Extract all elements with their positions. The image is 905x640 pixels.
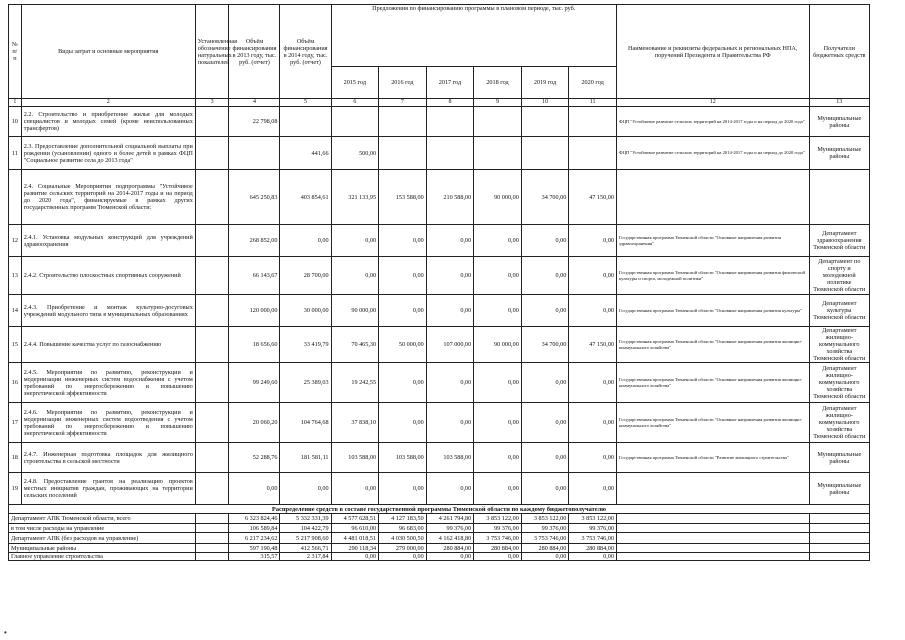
ustanov-cell <box>195 443 229 473</box>
ustanov-cell <box>195 533 229 544</box>
summary-value-y2018: 99 376,00 <box>474 524 522 533</box>
header-year: 2017 год <box>426 67 474 99</box>
value-y2016: 103 588,00 <box>379 443 427 473</box>
summary-value-v2013: 597 190,48 <box>229 544 280 553</box>
summary-value-y2020: 99 376,00 <box>569 524 617 533</box>
value-y2015: 0,00 <box>331 257 379 295</box>
summary-value-y2018: 3 853 122,00 <box>474 514 522 524</box>
summary-value-y2020: 280 884,00 <box>569 544 617 553</box>
recipient: Департамент жилищно-коммунального хозяйства Тюменской области <box>809 327 869 363</box>
summary-value-y2016: 4 030 500,50 <box>379 533 427 544</box>
row-number: 14 <box>9 295 22 327</box>
summary-name: Муниципальные районы <box>9 544 196 553</box>
value-y2018 <box>474 137 522 170</box>
ustanov-cell <box>195 107 229 137</box>
value-y2017 <box>426 137 474 170</box>
header-ustanov: Установленная обозначение натуральных показателей <box>195 5 229 99</box>
ustanov-cell <box>195 403 229 443</box>
table-row <box>9 363 870 403</box>
row-number: 18 <box>9 443 22 473</box>
npa-reference: ФЦП "Устойчивое развитие сельских территорий на 2014-2017 годы и на период до 2020 года" <box>616 107 809 137</box>
value-y2015: 321 133,95 <box>331 170 379 225</box>
npa-reference: Государственная программа Тюменской области "Основные направления развития жилищно-коммунального хозяйства" <box>616 363 809 403</box>
header-2014: Объём финансирования в 2014 году, тыс. руб. (отчет) <box>280 5 331 99</box>
ustanov-cell <box>195 257 229 295</box>
header-year: 2016 год <box>379 67 427 99</box>
value-v2014: 0,00 <box>280 225 331 257</box>
recipient: Департамент жилищно-коммунального хозяйства Тюменской области <box>809 363 869 403</box>
measure-name: 2.4.2. Строительство плоскостных спортивных сооружений <box>21 257 195 295</box>
distribution-title-row <box>9 505 870 514</box>
ustanov-cell <box>195 363 229 403</box>
summary-row <box>9 544 870 553</box>
value-y2015: 0,00 <box>331 473 379 505</box>
value-y2017: 0,00 <box>426 403 474 443</box>
value-y2016: 0,00 <box>379 403 427 443</box>
value-v2013: 0,00 <box>229 473 280 505</box>
npa-reference: Государственная программа Тюменской области "Основные направления развития здравоохранения" <box>616 225 809 257</box>
value-v2014: 403 854,61 <box>280 170 331 225</box>
value-y2016: 0,00 <box>379 295 427 327</box>
value-y2020: 0,00 <box>569 473 617 505</box>
table-row <box>9 225 870 257</box>
value-y2019 <box>521 107 569 137</box>
value-y2016 <box>379 137 427 170</box>
value-v2013 <box>229 137 280 170</box>
recipient <box>809 553 869 561</box>
column-number: 4 <box>229 99 280 107</box>
column-number: 10 <box>521 99 569 107</box>
table-row <box>9 327 870 363</box>
recipient: Департамент здравоохранения Тюменской области <box>809 225 869 257</box>
value-y2019 <box>521 137 569 170</box>
measure-name: 2.3. Предоставление дополнительной социальной выплаты при рождении (усыновлении) одного и более детей в рамках ФЦП "Социальное развитие села до 2013 года" <box>21 137 195 170</box>
value-v2013: 99 249,60 <box>229 363 280 403</box>
summary-value-y2015: 290 118,34 <box>331 544 379 553</box>
summary-value-y2020: 3 753 746,00 <box>569 533 617 544</box>
column-number: 7 <box>379 99 427 107</box>
ustanov-cell <box>195 514 229 524</box>
summary-name: Главное управление строительства <box>9 553 196 561</box>
npa-reference <box>616 533 809 544</box>
table-row <box>9 257 870 295</box>
column-number: 5 <box>280 99 331 107</box>
value-v2014: 0,00 <box>280 473 331 505</box>
summary-value-y2019: 0,00 <box>521 553 569 561</box>
document-sheet <box>8 4 870 561</box>
measure-name: 2.4.6. Мероприятия по развитию, реконструкции и модернизации инженерных систем водоотведения с учетом требований по энергосбережению и повышению энергетической эффективности <box>21 403 195 443</box>
value-y2017: 0,00 <box>426 257 474 295</box>
value-y2015: 0,00 <box>331 225 379 257</box>
value-v2014: 441,66 <box>280 137 331 170</box>
summary-value-y2019: 3 853 122,00 <box>521 514 569 524</box>
value-y2016: 0,00 <box>379 363 427 403</box>
measure-name: 2.2. Строительство и приобретение жилья для молодых специалистов и молодых семей (кроме неиспользованных трансфертов) <box>21 107 195 137</box>
npa-reference <box>616 514 809 524</box>
summary-row <box>9 514 870 524</box>
value-y2020: 47 150,00 <box>569 170 617 225</box>
value-y2015: 103 588,00 <box>331 443 379 473</box>
value-y2015: 500,00 <box>331 137 379 170</box>
summary-value-y2015: 4 481 018,51 <box>331 533 379 544</box>
recipient: Муниципальные районы <box>809 443 869 473</box>
header-num: № п/п <box>9 5 22 99</box>
summary-value-y2017: 4 162 418,80 <box>426 533 474 544</box>
value-y2017 <box>426 107 474 137</box>
recipient: Муниципальные районы <box>809 473 869 505</box>
summary-value-v2014: 412 566,71 <box>280 544 331 553</box>
summary-value-y2017: 280 884,00 <box>426 544 474 553</box>
value-v2013: 268 852,00 <box>229 225 280 257</box>
value-v2013: 52 288,76 <box>229 443 280 473</box>
header-year: 2020 год <box>569 67 617 99</box>
value-y2018: 90 000,00 <box>474 327 522 363</box>
value-y2015 <box>331 107 379 137</box>
value-y2020 <box>569 137 617 170</box>
measure-name: 2.4.8. Предоставление грантов на реализацию проектов местных инициатив граждан, проживающих на территории сельских поселений <box>21 473 195 505</box>
value-v2013: 22 798,08 <box>229 107 280 137</box>
value-y2020: 0,00 <box>569 363 617 403</box>
value-y2020: 0,00 <box>569 443 617 473</box>
column-number: 8 <box>426 99 474 107</box>
summary-row <box>9 553 870 561</box>
recipient <box>809 533 869 544</box>
value-y2018: 0,00 <box>474 473 522 505</box>
value-y2019: 0,00 <box>521 257 569 295</box>
value-y2019: 34 700,00 <box>521 327 569 363</box>
ustanov-cell <box>195 473 229 505</box>
summary-value-v2014: 104 422,79 <box>280 524 331 533</box>
value-y2016: 50 000,00 <box>379 327 427 363</box>
summary-value-y2015: 4 577 628,51 <box>331 514 379 524</box>
summary-value-y2019: 99 376,00 <box>521 524 569 533</box>
summary-value-v2013: 106 589,84 <box>229 524 280 533</box>
header-proposals: Предложения по финансированию программы в плановом периоде, тыс. руб. <box>331 5 616 67</box>
npa-reference: Государственная программа Тюменской области "Основные направления развития физической культуры и спорта, молодежной политики" <box>616 257 809 295</box>
row-number: 12 <box>9 225 22 257</box>
value-y2016 <box>379 107 427 137</box>
summary-row <box>9 533 870 544</box>
summary-value-y2015: 96 610,00 <box>331 524 379 533</box>
value-y2018: 0,00 <box>474 225 522 257</box>
value-y2019: 0,00 <box>521 295 569 327</box>
header-year: 2018 год <box>474 67 522 99</box>
value-v2013: 645 250,83 <box>229 170 280 225</box>
npa-reference: Государственная программа Тюменской области "Основные направления развития культуры" <box>616 295 809 327</box>
column-number: 12 <box>616 99 809 107</box>
distribution-title: Распределение средств в составе государственной программы Тюменской области по каждому бюджетополучателю <box>9 505 870 514</box>
header-npa: Наименование и реквизиты федеральных и региональных НПА, поручений Президента и Правительства РФ <box>616 5 809 99</box>
value-y2017: 103 588,00 <box>426 443 474 473</box>
summary-value-v2014: 2 317,84 <box>280 553 331 561</box>
summary-value-y2018: 280 884,00 <box>474 544 522 553</box>
row-number: 13 <box>9 257 22 295</box>
header-year: 2019 год <box>521 67 569 99</box>
summary-value-y2018: 0,00 <box>474 553 522 561</box>
value-y2017: 0,00 <box>426 473 474 505</box>
value-y2019: 0,00 <box>521 443 569 473</box>
npa-reference: Государственная программа Тюменской области "Развитие жилищного строительства" <box>616 443 809 473</box>
header-recipients: Получатели бюджетных средств <box>809 5 869 99</box>
table-row <box>9 137 870 170</box>
summary-value-y2016: 0,00 <box>379 553 427 561</box>
value-y2018: 0,00 <box>474 363 522 403</box>
column-number: 9 <box>474 99 522 107</box>
ustanov-cell <box>195 544 229 553</box>
ustanov-cell <box>195 553 229 561</box>
summary-value-v2013: 6 323 824,46 <box>229 514 280 524</box>
table-header-row <box>9 5 870 67</box>
header-2013: Объём финансирования в 2013 году, тыс. руб. (отчет) <box>229 5 280 99</box>
summary-name: Департамент АПК (без расходов на управление) <box>9 533 196 544</box>
value-y2018: 0,00 <box>474 295 522 327</box>
value-y2018: 0,00 <box>474 257 522 295</box>
summary-value-v2013: 6 217 234,62 <box>229 533 280 544</box>
value-y2020: 0,00 <box>569 257 617 295</box>
measure-name: 2.4.4. Повышение качества услуг по газоснабжению <box>21 327 195 363</box>
value-y2019: 0,00 <box>521 473 569 505</box>
column-number: 2 <box>21 99 195 107</box>
npa-reference: Государственная программа Тюменской области "Основные направления развития жилищно-коммунального хозяйства" <box>616 403 809 443</box>
value-y2017: 0,00 <box>426 225 474 257</box>
recipient: Департамент по спорту и молодежной политике Тюменской области <box>809 257 869 295</box>
column-number: 3 <box>195 99 229 107</box>
row-number: 17 <box>9 403 22 443</box>
recipient: Департамент жилищно-коммунального хозяйства Тюменской области <box>809 403 869 443</box>
value-y2016: 0,00 <box>379 473 427 505</box>
measure-name: 2.4.7. Инженерная подготовка площадок для жилищного строительства в сельской местности <box>21 443 195 473</box>
table-row <box>9 403 870 443</box>
ustanov-cell <box>195 327 229 363</box>
value-y2017: 0,00 <box>426 363 474 403</box>
column-number: 11 <box>569 99 617 107</box>
value-y2017: 0,00 <box>426 295 474 327</box>
recipient <box>809 524 869 533</box>
value-v2013: 18 656,60 <box>229 327 280 363</box>
summary-value-y2017: 0,00 <box>426 553 474 561</box>
npa-reference <box>616 170 809 225</box>
value-v2014 <box>280 107 331 137</box>
npa-reference: ФЦП "Устойчивое развитие сельских территорий на 2014-2017 годы и на период до 2020 года" <box>616 137 809 170</box>
recipient: Муниципальные районы <box>809 137 869 170</box>
scan-margin-mark: • <box>4 628 7 637</box>
summary-row <box>9 524 870 533</box>
summary-value-y2018: 3 753 746,00 <box>474 533 522 544</box>
npa-reference <box>616 553 809 561</box>
summary-value-y2015: 0,00 <box>331 553 379 561</box>
table-row <box>9 473 870 505</box>
row-number <box>9 170 22 225</box>
value-y2015: 19 242,55 <box>331 363 379 403</box>
value-v2014: 181 581,11 <box>280 443 331 473</box>
summary-value-v2014: 5 332 331,39 <box>280 514 331 524</box>
value-v2014: 28 700,00 <box>280 257 331 295</box>
npa-reference <box>616 473 809 505</box>
npa-reference: Государственная программа Тюменской области "Основные направления развития жилищно-коммунального хозяйства" <box>616 327 809 363</box>
value-v2013: 20 060,20 <box>229 403 280 443</box>
summary-value-y2016: 279 000,00 <box>379 544 427 553</box>
value-y2020: 0,00 <box>569 403 617 443</box>
measure-name: 2.4. Социальные Мероприятия подпрограммы "Устойчивое развитие сельских территорий на 2014-2017 годы и на период до 2020 года", финансируемые в рамках других государственных программ Тюменской области: <box>21 170 195 225</box>
recipient <box>809 170 869 225</box>
value-v2014: 104 764,68 <box>280 403 331 443</box>
row-number: 11 <box>9 137 22 170</box>
value-v2014: 33 419,79 <box>280 327 331 363</box>
summary-value-y2016: 4 127 183,50 <box>379 514 427 524</box>
ustanov-cell <box>195 170 229 225</box>
value-y2015: 37 838,10 <box>331 403 379 443</box>
column-number: 1 <box>9 99 22 107</box>
value-y2015: 90 000,00 <box>331 295 379 327</box>
summary-value-y2017: 99 376,00 <box>426 524 474 533</box>
measure-name: 2.4.1. Установка модульных конструкций для учреждений здравоохранения <box>21 225 195 257</box>
value-y2020: 47 150,00 <box>569 327 617 363</box>
recipient <box>809 514 869 524</box>
summary-value-y2020: 3 853 122,00 <box>569 514 617 524</box>
value-y2018: 90 000,00 <box>474 170 522 225</box>
value-v2013: 66 143,67 <box>229 257 280 295</box>
npa-reference <box>616 524 809 533</box>
value-y2019: 0,00 <box>521 225 569 257</box>
measure-name: 2.4.3. Приобретение и монтаж культурно-досуговых учреждений модульного типа в муниципальных образованиях <box>21 295 195 327</box>
table-row <box>9 107 870 137</box>
value-v2014: 25 389,03 <box>280 363 331 403</box>
recipient: Муниципальные районы <box>809 107 869 137</box>
summary-value-y2016: 96 683,00 <box>379 524 427 533</box>
ustanov-cell <box>195 524 229 533</box>
row-number: 15 <box>9 327 22 363</box>
summary-value-v2014: 5 217 908,60 <box>280 533 331 544</box>
value-y2020: 0,00 <box>569 225 617 257</box>
value-y2018: 0,00 <box>474 443 522 473</box>
column-numbers-row <box>9 99 870 107</box>
header-names: Виды затрат и основные мероприятия <box>21 5 195 99</box>
program-financing-table <box>8 4 870 561</box>
row-number: 19 <box>9 473 22 505</box>
summary-name: Департамент АПК Тюменской области, всего <box>9 514 196 524</box>
recipient <box>809 544 869 553</box>
value-y2019: 34 700,00 <box>521 170 569 225</box>
value-y2016: 0,00 <box>379 225 427 257</box>
value-y2019: 0,00 <box>521 363 569 403</box>
value-v2014: 30 000,00 <box>280 295 331 327</box>
summary-value-y2019: 3 753 746,00 <box>521 533 569 544</box>
value-y2019: 0,00 <box>521 403 569 443</box>
ustanov-cell <box>195 295 229 327</box>
ustanov-cell <box>195 137 229 170</box>
value-y2020 <box>569 107 617 137</box>
column-number: 13 <box>809 99 869 107</box>
column-number: 6 <box>331 99 379 107</box>
npa-reference <box>616 544 809 553</box>
table-row <box>9 170 870 225</box>
recipient: Департамент культуры Тюменской области <box>809 295 869 327</box>
summary-value-v2013: 315,57 <box>229 553 280 561</box>
value-y2017: 210 588,00 <box>426 170 474 225</box>
summary-value-y2020: 0,00 <box>569 553 617 561</box>
ustanov-cell <box>195 225 229 257</box>
value-y2017: 107 000,00 <box>426 327 474 363</box>
value-v2013: 120 000,00 <box>229 295 280 327</box>
value-y2016: 0,00 <box>379 257 427 295</box>
value-y2015: 70 465,30 <box>331 327 379 363</box>
table-row <box>9 295 870 327</box>
table-row <box>9 443 870 473</box>
summary-value-y2019: 280 884,00 <box>521 544 569 553</box>
measure-name: 2.4.5. Мероприятия по развитию, реконструкции и модернизации инженерных систем водоснабжения с учетом требований по энергосбережению и повышению энергетической эффективности <box>21 363 195 403</box>
row-number: 16 <box>9 363 22 403</box>
summary-name: в том числе расходы на управление <box>9 524 196 533</box>
value-y2018: 0,00 <box>474 403 522 443</box>
value-y2020: 0,00 <box>569 295 617 327</box>
header-year: 2015 год <box>331 67 379 99</box>
row-number: 10 <box>9 107 22 137</box>
value-y2016: 153 588,00 <box>379 170 427 225</box>
value-y2018 <box>474 107 522 137</box>
summary-value-y2017: 4 261 794,80 <box>426 514 474 524</box>
